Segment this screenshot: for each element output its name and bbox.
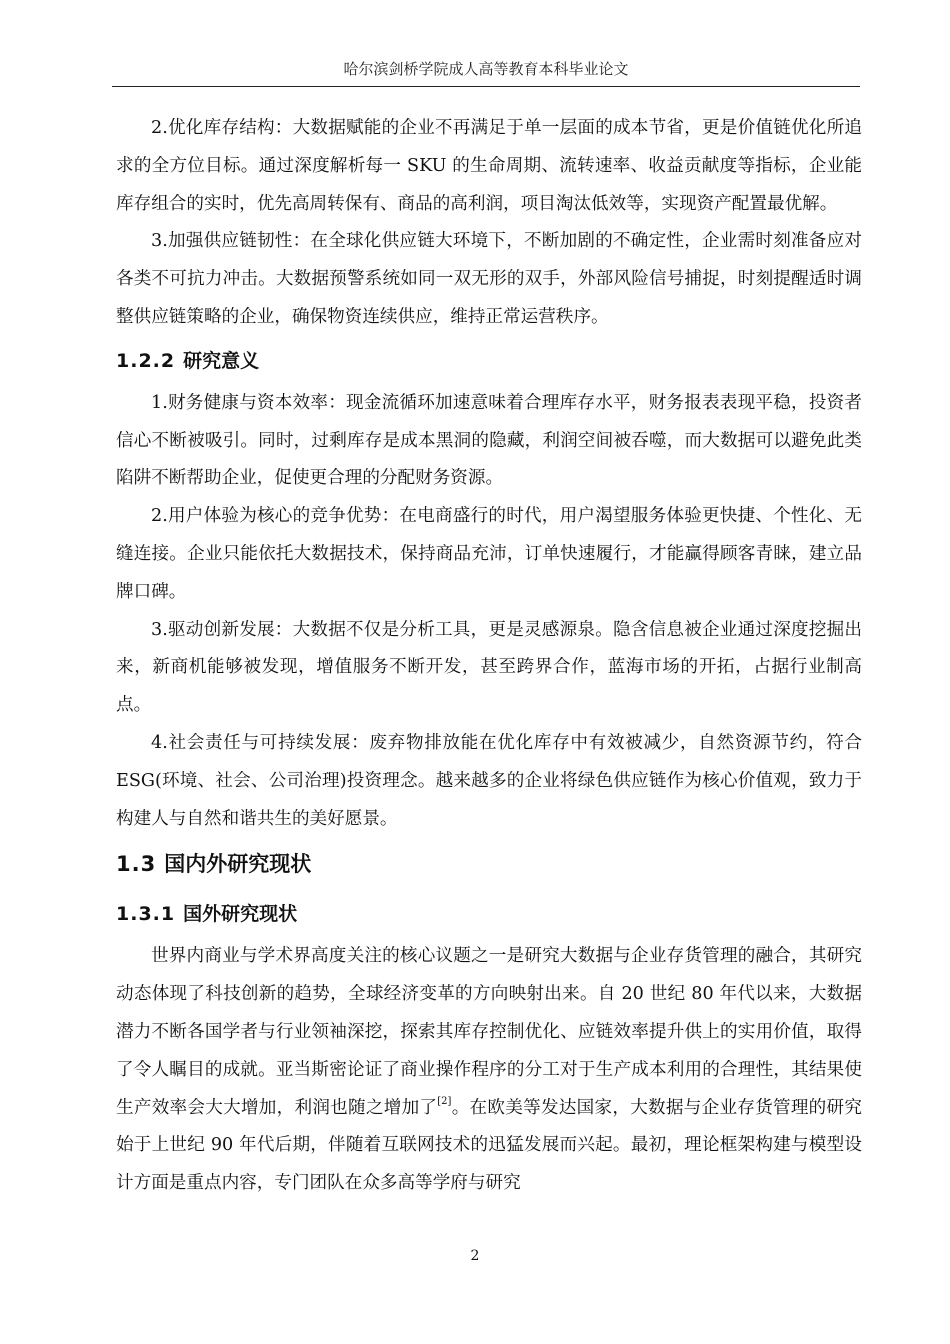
paragraph-text: 。在欧美等发达国家，大数据与企业存货管理的研究始于上世纪 90 年代后期，伴随着互联网技术的迅猛发展而兴起。最初，理论框架构建与模型设计方面是重点内容，专门团队在众多高等学府与研究	[116, 1097, 862, 1194]
page-number: 2	[470, 1248, 480, 1264]
heading-title: 国内外研究现状	[164, 852, 312, 877]
subsection-heading	[116, 337, 862, 385]
running-header: 哈尔滨剑桥学院成人高等教育本科毕业论文	[343, 60, 629, 78]
paragraph: 4.社会责任与可持续发展：废弃物排放能在优化库存中有效被减少，自然资源节约，符合 ESG(环境、社会、公司治理)投资理念。越来越多的企业将绿色供应链作为核心价值观，致力于构建人与自然和谐共生的美好愿景。	[116, 732, 862, 829]
heading-title: 国外研究现状	[183, 903, 298, 926]
paragraph: 3.加强供应链韧性：在全球化供应链大环境下，不断加剧的不确定性，企业需时刻准备应对各类不可抗力冲击。大数据预警系统如同一双无形的双手，外部风险信号捕捉，时刻提醒适时调整供应链策略的企业，确保物资连续供应，维持正常运营秩序。	[116, 231, 862, 327]
paragraph: 3.驱动创新发展：大数据不仅是分析工具，更是灵感源泉。隐含信息被企业通过深度挖掘出来，新商机能够被发现，增值服务不断开发，甚至跨界合作，蓝海市场的开拓，占据行业制高点。	[116, 619, 862, 716]
paragraph	[116, 938, 862, 1203]
paragraph: 2.用户体验为核心的竞争优势：在电商盛行的时代，用户渴望服务体验更快捷、个性化、无缝连接。企业只能依托大数据技术，保持商品充沛，订单快速履行，才能赢得顾客青睐，建立品牌口碑。	[116, 506, 862, 602]
citation-marker[interactable]: [2]	[437, 1095, 452, 1107]
paragraph: 2.优化库存结构：大数据赋能的企业不再满足于单一层面的成本节省，更是价值链优化所追求的全方位目标。通过深度解析每一 SKU 的生命周期、流转速率、收益贡献度等指标，企业能库存组合的实时，优先高周转保有、商品的高利润，项目淘汰低效等，实现资产配置最优解。	[116, 118, 862, 214]
subsection-heading	[116, 890, 862, 938]
heading-number: 1.3.1	[116, 903, 176, 926]
paragraph-text: 世界内商业与学术界高度关注的核心议题之一是研究大数据与企业存货管理的融合，其研究动态体现了科技创新的趋势，全球经济变革的方向映射出来。自 20 世纪 80 年代以来，大数据潜力不断各国学者与行业领袖深挖，探索其库存控制优化、应链效率提升供上的实用价值，取得了令人瞩目的成就。亚当斯密论证了商业操作程序的分工对于生产成本利用的合理性，其结果使生产效率会大大增加，利润也随之增加了	[116, 946, 862, 1118]
section-heading	[116, 838, 862, 890]
page-body	[116, 110, 862, 1203]
heading-title: 研究意义	[183, 349, 260, 372]
header-rule	[112, 86, 860, 87]
paragraph: 1.财务健康与资本效率：现金流循环加速意味着合理库存水平，财务报表表现平稳，投资者信心不断被吸引。同时，过剩库存是成本黑洞的隐藏，利润空间被吞噬，而大数据可以避免此类陷阱不断帮助企业，促使更合理的分配财务资源。	[116, 392, 862, 489]
heading-number: 1.2.2	[116, 349, 176, 372]
heading-number: 1.3	[116, 852, 157, 877]
